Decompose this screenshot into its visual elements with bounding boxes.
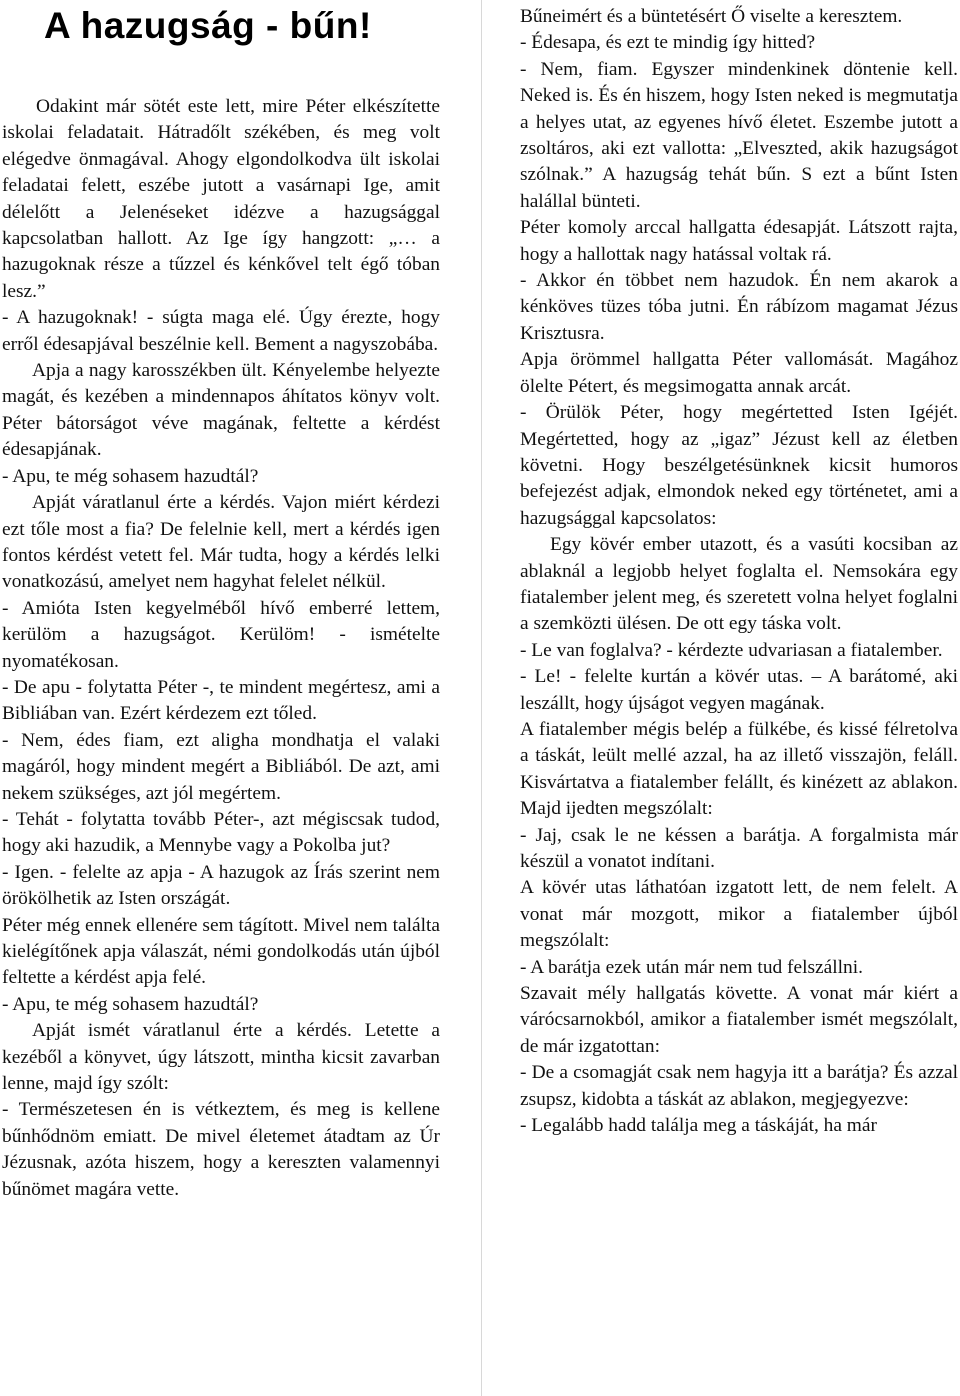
paragraph: - Le! - felelte kurtán a kövér utas. – A barátomé, aki leszállt, hogy újságot vegyen magának. [520, 666, 958, 714]
paragraph: Apja a nagy karosszékben ült. Kényelembe helyezte magát, és kezében a mindennapos áhítatos könyv volt. Péter bátorságot véve magának, feltette a kérdést édesapjának. [2, 360, 440, 461]
paragraph: - Akkor én többet nem hazudok. Én nem akarok a kénköves tüzes tóba jutni. Én rábízom magamat Jézus Krisztusra. [520, 270, 958, 344]
paragraph: - Apu, te még sohasem hazudtál? [2, 465, 259, 487]
left-column [2, 0, 440, 1203]
paragraph: - A hazugoknak! - súgta maga elé. Úgy érezte, hogy erről édesapjával beszélnie kell. Bement a nagyszobába. [2, 307, 440, 355]
paragraph: Odakint már sötét este lett, mire Péter elkészítette iskolai feladatait. Hátradőlt székében, és meg volt elégedve önmagával. Ahogy elgondolkodva ült iskolai feladatai felett, eszébe jutott a vasárnapi Ige, amit délelőtt a Jelenéseket idézve a hazugsággal kapcsolatban hallott. Az Ige így hangzott: „… a hazugoknak része a tűzzel és kénkővel telt égő tóban lesz.” [2, 96, 440, 302]
paragraph: Egy kövér ember utazott, és a vasúti kocsiban az ablaknál a legjobb helyet foglalta el. Nemsokára egy fiatalember jelent meg, és szeretett volna helyet foglalni a szemközti ülésen. De ott egy táska volt. [520, 534, 958, 635]
page-title: A hazugság - bűn! [44, 5, 372, 46]
column-divider [481, 0, 482, 1396]
paragraph: - Tehát - folytatta tovább Péter-, azt mégiscsak tudod, hogy aki hazudik, a Mennybe vagy a Pokolba jut? [2, 808, 440, 857]
paragraph: Szavait mély hallgatás követte. A vonat már kiért a várócsarnokból, amikor a fiatalember ismét megszólalt, de már izgatottan: [520, 983, 958, 1057]
paragraph: - Nem, fiam. Egyszer mindenkinek döntenie kell. Neked is. És én hiszem, hogy Isten neked is megmutatja a helyes utat, az egyenes hívő életet. Eszembe jutott a zsoltáros, aki ezt vallotta: „Elveszted, akik hazugságot szólnak.” A hazugság tehát bűn. S ezt a bűnt Isten halállal bünteti. [520, 58, 958, 212]
paragraph: - Nem, édes fiam, ezt aligha mondhatja el valaki magáról, hogy mindent megért a Bibliából. De azt, ami nekem szükséges, azt jól megértem. [2, 729, 440, 804]
paragraph: Apja örömmel hallgatta Péter vallomását. Magához ölelte Pétert, és megsimogatta annak arcát. [520, 349, 958, 397]
paragraph: - A barátja ezek után már nem tud felszállni. [520, 956, 863, 978]
paragraph: Apját ismét váratlanul érte a kérdés. Letette a kezéből a könyvet, úgy látszott, mintha kicsit zavarban lenne, majd így szólt: [2, 1020, 440, 1095]
paragraph: - De apu - folytatta Péter -, te mindent megértesz, ami a Bibliában van. Ezért kérdezem ezt tőled. [2, 676, 440, 725]
paragraph: Péter még ennek ellenére sem tágított. Mivel nem találta kielégítőnek apja válaszát, némi gondolkodás után újból feltette a kérdést apja felé. [2, 914, 440, 989]
paragraph: - De a csomagját csak nem hagyja itt a barátja? És azzal zsupsz, kidobta a táskát az ablakon, megjegyezve: [520, 1062, 958, 1110]
paragraph: - Amióta Isten kegyelméből hívő emberré lettem, kerülöm a hazugságot. Kerülöm! - ismételte nyomatékosan. [2, 597, 440, 672]
paragraph: - Édesapa, és ezt te mindig így hitted? [520, 32, 816, 54]
paragraph: A fiatalember mégis belép a fülkébe, és kissé félretolva a táskát, leült mellé azzal, ha az illető visszajön, feláll. Kisvártatva a fiatalember felállt, és kinézett az ablakon. Majd ijedten megszólalt: [520, 718, 958, 820]
paragraph: A kövér utas láthatóan izgatott lett, de nem felelt. A vonat már mozgott, mikor a fiatalember újból megszólalt: [520, 877, 958, 952]
right-column [520, 4, 958, 1139]
paragraph: Bűneimért és a büntetésért Ő viselte a keresztem. [520, 6, 903, 27]
paragraph: - Örülök Péter, hogy megértetted Isten Igéjét. Megértetted, hogy az „igaz” Jézust kell az életben követni. Hogy beszélgetésünknek kicsit humoros befejezést adjak, elmondok neked egy történetet, ami a hazugsággal kapcsolatos: [520, 402, 958, 529]
paragraph: - Jaj, csak le ne késsen a barátja. A forgalmista már készül a vonatot indítani. [520, 824, 958, 872]
paragraph: - Le van foglalva? - kérdezte udvariasan a fiatalember. [520, 639, 943, 661]
paragraph: - Igen. - felelte az apja - A hazugok az Írás szerint nem örökölhetik az Isten országát. [2, 861, 440, 910]
paragraph: - Természetesen én is vétkeztem, és meg is kellene bűnhődnöm emiatt. De mivel életemet átadtam az Úr Jézusnak, azóta hiszem, hogy a kereszten valamennyi bűnömet magára vette. [2, 1099, 440, 1200]
paragraph: Apját váratlanul érte a kérdés. Vajon miért kérdezi ezt tőle most a fia? De felelnie kell, mert a kérdés igen fontos kérdést vetett fel. Már tudta, hogy a kérdés lelki vonatkozású, amelyet nem hagyhat felelet nélkül. [2, 492, 440, 593]
paragraph: Péter komoly arccal hallgatta édesapját. Látszott rajta, hogy a hallottak nagy hatással voltak rá. [520, 217, 958, 265]
paragraph: - Apu, te még sohasem hazudtál? [2, 993, 259, 1015]
paragraph: - Legalább hadd találja meg a táskáját, ha már [520, 1115, 877, 1137]
